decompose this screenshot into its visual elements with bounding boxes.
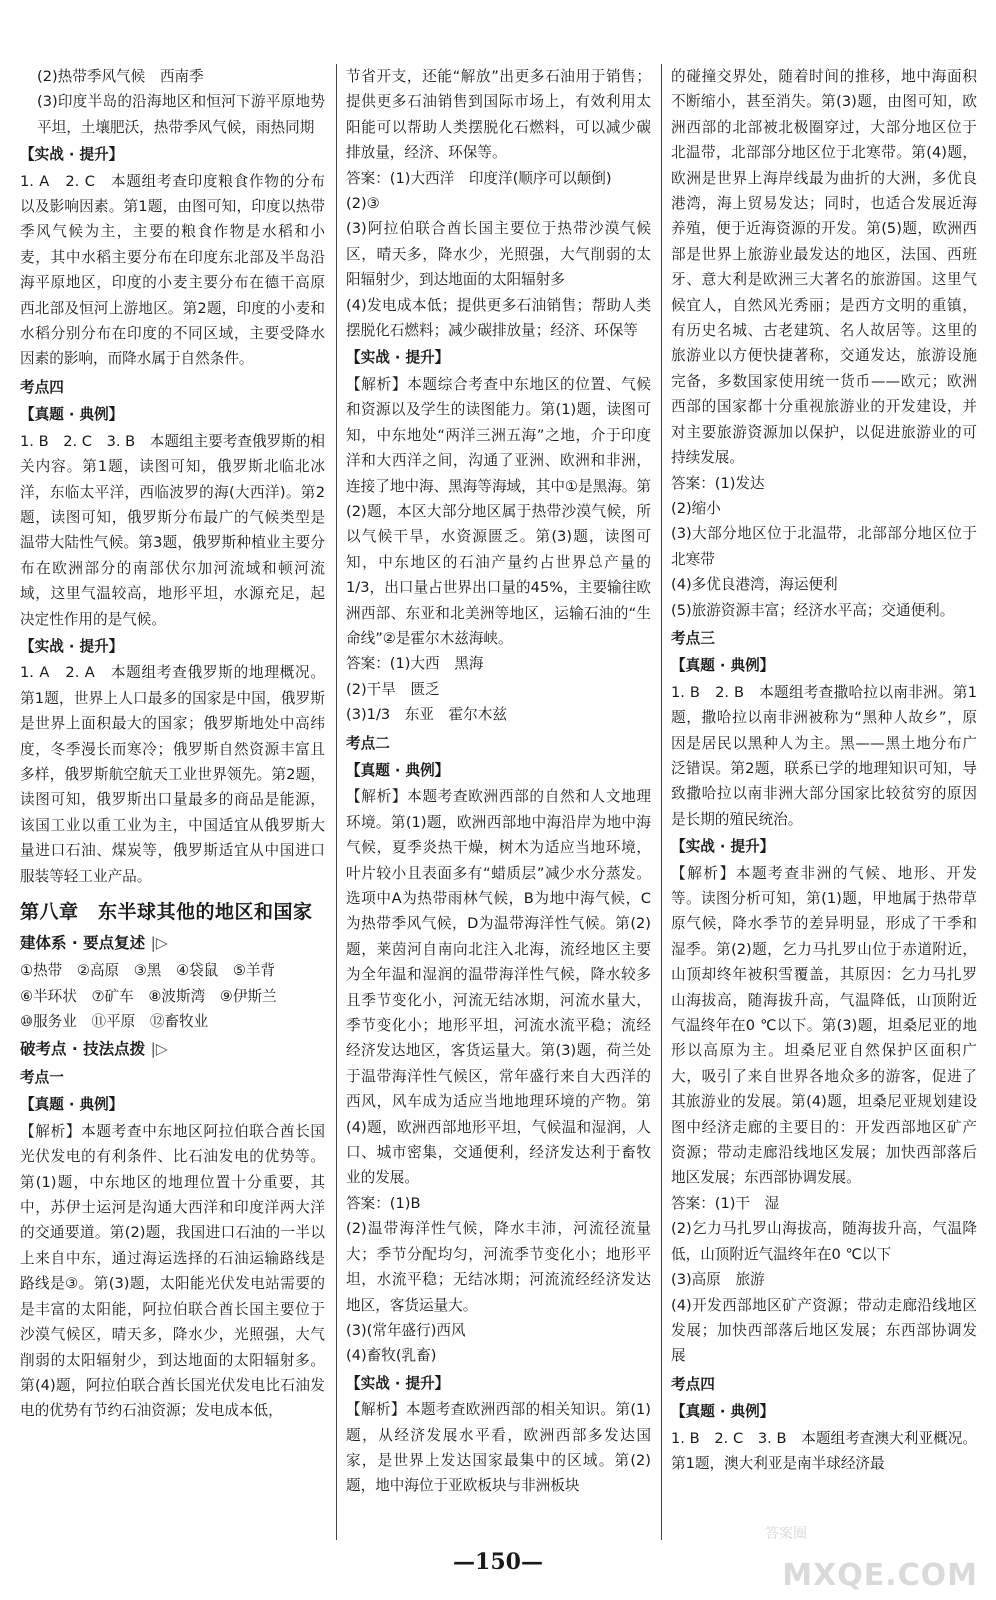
column-1	[20, 64, 325, 1540]
section-tag: 【实战 · 提升】	[20, 146, 124, 164]
explanation-paragraph: 的碰撞交界处，随着时间的推移，地中海面积不断缩小，甚至消失。第(3)题，由图可知，欧洲西部的北部被北极圈穿过，大部分地区位于北温带，北部部分地区位于北寒带。第(4)题，欧洲是世界上海岸线最为曲折的大洲，多优良港湾，海上贸易发达；同时，也适合发展近海养殖，便于近海资源的开发。第(5)题，欧洲西部是世界上旅游业最发达的地区，法国、西班牙、意大利是欧洲三大著名的旅游国。这里气候宜人，自然风光秀丽；是西方文明的重镇，有历史名城、古老建筑、名人故居等。这里的旅游业以方便快捷著称，交通发达，旅游设施完备，多数国家使用统一货币——欧元；欧洲西部的国家都十分重视旅游业的开发建设，并对主要旅游资源加以保护，以促进旅游业的可持续发展。	[671, 68, 977, 467]
topic-heading: 考点二	[346, 734, 390, 752]
answer-line: 答案：(1)发达	[671, 474, 765, 492]
keyword-line: ⑩服务业 ⑪平原 ⑫畜牧业	[20, 1013, 209, 1031]
section-tag: 【实战 · 提升】	[346, 349, 450, 367]
section-tag: 【实战 · 提升】	[346, 1374, 450, 1392]
explanation-paragraph: 1. B 2. C 3. B 本题组主要考查俄罗斯的相关内容。第1题，读图可知，俄罗斯北临北冰洋，东临太平洋，西临波罗的海(大西洋)。第2题，读图可知，俄罗斯分布最广的气候类型是温带大陆性气候。第3题，俄罗斯种植业主要分布在欧洲部分的南部伏尔加河流域和顿河流域，这里气温较高，地形平坦，水源充足，起决定性作用的是气候。	[20, 432, 325, 628]
explanation-paragraph: 1. B 2. B 本题组考查撒哈拉以南非洲。第1题，撒哈拉以南非洲被称为“黑种人故乡”，原因是居民以黑种人为主。黑——黑土地分布广泛错误。第2题，联系已学的地理知识可知，导致撒哈拉以南非洲大部分国家比较贫穷的原因是长期的殖民统治。	[671, 683, 977, 828]
answer-line: (5)旅游资源丰富；经济水平高；交通便利。	[671, 601, 955, 619]
double-chevron-icon: |▷	[150, 934, 168, 952]
column-divider	[336, 64, 337, 1540]
answer-line: (4)发电成本低；提供更多石油销售；帮助人类摆脱化石燃料；减少碳排放量；经济、环保等	[346, 296, 651, 340]
topic-heading: 考点一	[20, 1069, 64, 1087]
section-tag: 【真题 · 典例】	[20, 1096, 124, 1114]
explanation-paragraph: 1. A 2. C 本题组考查印度粮食作物的分布以及影响因素。第1题，由图可知，印度以热带季风气候为主，主要的粮食作物是水稻和小麦，其中水稻主要分布在印度东北部及半岛沿海平原地区，印度的小麦主要分布在德干高原西北部及恒河上游地区。第2题，印度的小麦和水稻分别分布在印度的不同区域，主要受降水因素的影响，而降水属于自然条件。	[20, 172, 325, 368]
answer-line: (2)③	[346, 195, 380, 213]
section-tag: 【真题 · 典例】	[671, 657, 775, 675]
watermark-logo: MXQE.COM	[782, 1558, 978, 1593]
watermark-text: 答案圈	[765, 1526, 807, 1542]
column-3	[671, 64, 977, 1540]
section-tag: 【真题 · 典例】	[20, 406, 124, 424]
chapter-title: 第八章 东半球其他的地区和国家	[20, 901, 313, 923]
answer-line: (3)(常年盛行)西风	[346, 1321, 466, 1339]
keyword-line: ①热带 ②高原 ③黑 ④袋鼠 ⑤羊背	[20, 962, 276, 980]
answer-line: (3)印度半岛的沿海地区和恒河下游平原地势平坦，土壤肥沃，热带季风气候，雨热同期	[37, 93, 325, 136]
answer-line: (2)缩小	[671, 499, 721, 517]
section-tag: 【真题 · 典例】	[346, 761, 450, 779]
answer-line: (2)乞力马扎罗山海拔高，随海拔升高，气温降低，山顶附近气温终年在0 ℃以下	[671, 1220, 977, 1263]
section-tag: 【真题 · 典例】	[671, 1403, 775, 1421]
answer-line: (3)1/3 东亚 霍尔木兹	[346, 706, 507, 724]
explanation-paragraph: 节省开支，还能“解放”出更多石油用于销售；提供更多石油销售到国际市场上，有效利用太阳能可以帮助人类摆脱化石燃料，可以减少碳排放量，经济、环保等。	[346, 68, 651, 162]
explanation-paragraph: 【解析】本题考查中东地区阿拉伯联合酋长国光伏发电的有利条件、比石油发电的优势等。第(1)题，中东地区的地理位置十分重要，其中，苏伊士运河是沟通大西洋和印度洋两大洋的交通要道。第(2)题，我国进口石油的一半以上来自中东，通过海运选择的石油运输路线是路线是③。第(3)题，太阳能光伏发电站需要的是丰富的太阳能，阿拉伯联合酋长国主要位于沙漠气候区，晴天多，降水少，光照强，大气削弱的太阳辐射少，到达地面的太阳辐射多。第(4)题，阿拉伯联合酋长国光伏发电比石油发电的优势有节约石油资源；发电成本低，	[20, 1122, 325, 1420]
section-tag: 【实战 · 提升】	[20, 637, 124, 655]
section-heading-text: 建体系 · 要点复述	[20, 934, 146, 952]
section-heading	[20, 931, 325, 956]
answer-line: (3)阿拉伯联合酋长国主要位于热带沙漠气候区，晴天多，降水少，光照强，大气削弱的太阳辐射少，到达地面的太阳辐射多	[346, 220, 651, 289]
answer-line: (3)大部分地区位于北温带，北部部分地区位于北寒带	[671, 525, 977, 568]
topic-heading: 考点三	[671, 629, 715, 647]
explanation-paragraph: 1. A 2. A 本题组考查俄罗斯的地理概况。第1题，世界上人口最多的国家是中国，俄罗斯是世界上面积最大的国家；俄罗斯地处中高纬度，冬季漫长而寒冷；俄罗斯自然资源丰富且多样，俄罗斯航空航天工业世界领先。第2题，读图可知，俄罗斯出口量最多的商品是能源，该国工业以重工业为主，中国适宜从俄罗斯大量进口石油、煤炭等，俄罗斯适宜从中国进口服装等轻工业产品。	[20, 664, 325, 885]
double-chevron-icon: |▷	[150, 1039, 168, 1058]
answer-line: (2)温带海洋性气候，降水丰沛，河流径流量大；季节分配均匀，河流季节变化小；地形平坦，水流平稳；无结冰期；河流流经经济发达地区，客货运量大。	[346, 1220, 651, 1314]
answer-line: (2)干旱 匮乏	[346, 680, 440, 698]
explanation-paragraph: 【解析】本题考查非洲的气候、地形、开发等。读图分析可知，第(1)题，甲地属于热带草原气候，降水季节的差异明显，形成了干季和湿季。第(2)题，乞力马扎罗山位于赤道附近，山顶却终年被积雪覆盖，其原因：乞力马扎罗山海拔高，随海拔升高，气温降低，山顶附近气温终年在0 ℃以下。第(3)题，坦桑尼亚的地形以高原为主。坦桑尼亚自然保护区面积广大，吸引了来自世界各地众多的游客，促进了其旅游业的发展。第(4)题，坦桑尼亚规划建设图中经济走廊的主要目的：开发西部地区矿产资源；带动走廊沿线地区发展；加快西部落后地区发展；东西部协调发展。	[671, 864, 977, 1187]
explanation-paragraph: 【解析】本题考查欧洲西部的自然和人文地理环境。第(1)题，欧洲西部地中海沿岸为地中海气候，夏季炎热干燥，树木为适应当地环境，叶片较小且表面多有“蜡质层”减少水分蒸发。选项中A为热带雨林气候，B为地中海气候，C为热带季风气候，D为温带海洋性气候。第(2)题，莱茵河自南向北注入北海，流经地区主要为全年温和湿润的温带海洋性气候，降水较多且季节变化小，河流无结冰期，河流水量大，季节变化小；地形平坦，河流水流平稳；流经经济发达地区，客货运量大。第(3)题，荷兰处于温带海洋性气候区，常年盛行来自大西洋的西风，风车成为适应当地地理环境的产物。第(4)题，欧洲西部地形平坦，气候温和湿润，人口、城市密集，交通便利，经济发达利于畜牧业的发展。	[346, 788, 651, 1187]
answer-line: (4)多优良港湾，海运便利	[671, 576, 838, 594]
explanation-paragraph: 【解析】本题综合考查中东地区的位置、气候和资源以及学生的读图能力。第(1)题，读图可知，中东地处“两洋三洲五海”之地，介于印度洋和大西洋之间，沟通了亚洲、欧洲和非洲，连接了地中海、黑海等海域，其中①是黑海。第(2)题，本区大部分地区属于热带沙漠气候，所以气候干旱，水资源匮乏。第(3)题，读图可知，中东地区的石油产量约占世界总产量的1/3，出口量占世界出口量的45%，主要输往欧洲西部、东亚和北美洲等地区，运输石油的“生命线”②是霍尔木兹海峡。	[346, 375, 651, 647]
section-heading-text: 破考点 · 技法点拨	[20, 1039, 146, 1058]
answer-line: (3)高原 旅游	[671, 1271, 765, 1289]
section-heading	[20, 1037, 325, 1062]
answer-line: (2)热带季风气候 西南季	[37, 68, 204, 85]
answer-line: 答案：(1)干 湿	[671, 1194, 780, 1212]
keyword-line: ⑥半环状 ⑦矿车 ⑧波斯湾 ⑨伊斯兰	[20, 987, 277, 1005]
topic-heading: 考点四	[20, 378, 64, 396]
answer-line: 答案：(1)B	[346, 1194, 421, 1212]
answer-line: (4)开发西部地区矿产资源；带动走廊沿线地区发展；加快西部落后地区发展；东西部协调发展	[671, 1296, 977, 1365]
topic-heading: 考点四	[671, 1375, 715, 1393]
answer-line: (4)畜牧(乳畜)	[346, 1347, 437, 1365]
column-divider	[661, 64, 662, 1540]
page-number: —150—	[453, 1549, 543, 1575]
answer-line: 答案：(1)大西 黑海	[346, 655, 484, 673]
answer-line: 答案：(1)大西洋 印度洋(顺序可以颠倒)	[346, 169, 612, 187]
column-2	[346, 64, 651, 1540]
explanation-paragraph: 【解析】本题考查欧洲西部的相关知识。第(1)题，从经济发展水平看，欧洲西部多发达国家，是世界上发达国家最集中的区域。第(2)题，地中海位于亚欧板块与非洲板块	[346, 1401, 651, 1495]
section-tag: 【实战 · 提升】	[671, 838, 775, 856]
explanation-paragraph: 1. B 2. C 3. B 本题组考查澳大利亚概况。第1题，澳大利亚是南半球经济最	[671, 1429, 977, 1472]
